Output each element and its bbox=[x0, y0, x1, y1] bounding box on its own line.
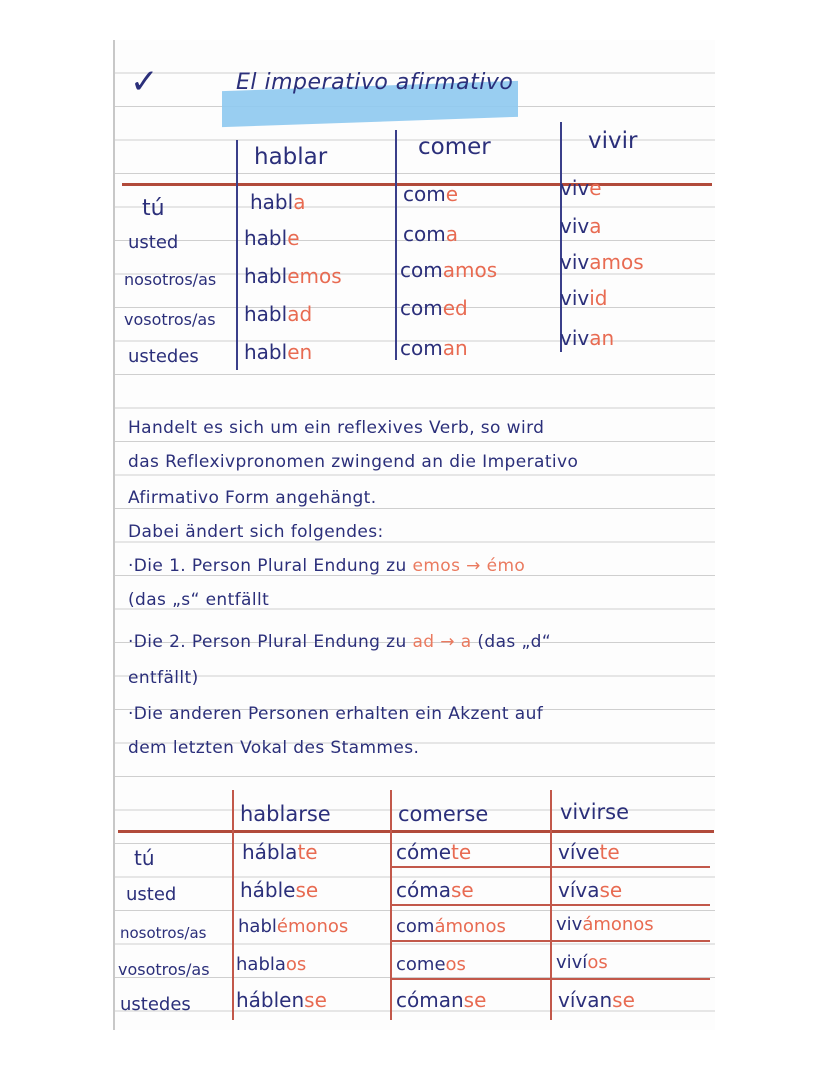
notes-line: ·Die 2. Person Plural Endung zu ad → a (das „d“ bbox=[128, 632, 552, 652]
table2-cell: comámonos bbox=[396, 916, 506, 937]
table1-cell: hablen bbox=[244, 340, 313, 364]
table2-cell: vivámonos bbox=[556, 914, 654, 935]
table1-pronoun: ustedes bbox=[128, 346, 199, 367]
table1-pronoun: tú bbox=[142, 196, 165, 221]
notes-line: Handelt es sich um ein reflexives Verb, so wird bbox=[128, 418, 545, 438]
check-mark: ✓ bbox=[130, 62, 159, 102]
table1-divider-1 bbox=[236, 140, 238, 370]
notes-line: (das „s“ entfällt bbox=[128, 590, 270, 610]
table1-cell: vivid bbox=[560, 286, 608, 310]
table2-row-rule bbox=[390, 940, 710, 942]
table1-cell: hable bbox=[244, 226, 300, 250]
table1-cell: comamos bbox=[400, 258, 498, 282]
table2-header: comerse bbox=[398, 802, 489, 826]
table2-cell: vívanse bbox=[558, 988, 635, 1012]
table1-cell: hablemos bbox=[244, 264, 342, 288]
table2-pronoun: tú bbox=[134, 846, 155, 870]
table2-header: hablarse bbox=[240, 802, 331, 826]
table2-cell: vívase bbox=[558, 878, 623, 902]
table1-header: comer bbox=[418, 134, 491, 160]
table2-row-rule bbox=[390, 904, 710, 906]
table2-cell: háblese bbox=[240, 878, 319, 902]
table2-cell: comeos bbox=[396, 954, 466, 975]
table2-header: vivirse bbox=[560, 800, 630, 824]
table1-pronoun: vosotros/as bbox=[124, 310, 216, 329]
table1-cell: comed bbox=[400, 296, 468, 320]
table1-cell: habla bbox=[250, 190, 306, 214]
table2-cell: vívete bbox=[558, 840, 620, 864]
table1-cell: coma bbox=[403, 222, 458, 246]
notes-line: dem letzten Vokal des Stammes. bbox=[128, 738, 420, 758]
notes-line: ·Die anderen Personen erhalten ein Akzent auf bbox=[128, 704, 544, 724]
table1-cell: vivan bbox=[560, 326, 615, 350]
table2-pronoun: vosotros/as bbox=[118, 960, 210, 979]
table2-pronoun: ustedes bbox=[120, 994, 191, 1015]
table2-cell: háblense bbox=[236, 988, 327, 1012]
table1-header: vivir bbox=[588, 128, 638, 154]
table2-cell: cómase bbox=[396, 878, 474, 902]
table2-cell: cómanse bbox=[396, 988, 487, 1012]
table2-cell: hablaos bbox=[236, 954, 307, 975]
table1-cell: vivamos bbox=[560, 250, 644, 274]
table1-cell: vive bbox=[560, 176, 602, 200]
page-title: El imperativo afirmativo bbox=[236, 70, 514, 95]
table2-cell: háblate bbox=[242, 840, 318, 864]
table2-pronoun: nosotros/as bbox=[120, 924, 207, 942]
notes-line: das Reflexivpronomen zwingend an die Imperativo bbox=[128, 452, 579, 472]
table2-cell: cómete bbox=[396, 840, 472, 864]
table2-cell: hablémonos bbox=[238, 916, 349, 937]
table2-header-rule bbox=[118, 830, 714, 833]
table2-cell: vivíos bbox=[556, 952, 608, 973]
table2-divider-1 bbox=[232, 790, 234, 1020]
table2-pronoun: usted bbox=[126, 884, 177, 905]
notes-line: ·Die 1. Person Plural Endung zu emos → émo bbox=[128, 556, 526, 576]
table1-pronoun: nosotros/as bbox=[124, 270, 217, 289]
notes-line: entfällt) bbox=[128, 668, 199, 688]
table1-cell: come bbox=[403, 182, 459, 206]
table1-divider-2 bbox=[395, 130, 397, 360]
table1-cell: coman bbox=[400, 336, 468, 360]
table2-row-rule bbox=[390, 866, 710, 868]
table1-cell: viva bbox=[560, 214, 602, 238]
table1-cell: hablad bbox=[244, 302, 313, 326]
table2-row-rule bbox=[390, 978, 710, 980]
table1-pronoun: usted bbox=[128, 232, 179, 253]
notes-line: Dabei ändert sich folgendes: bbox=[128, 522, 384, 542]
notes-line: Afirmativo Form angehängt. bbox=[128, 488, 377, 508]
table1-header: hablar bbox=[254, 144, 328, 170]
